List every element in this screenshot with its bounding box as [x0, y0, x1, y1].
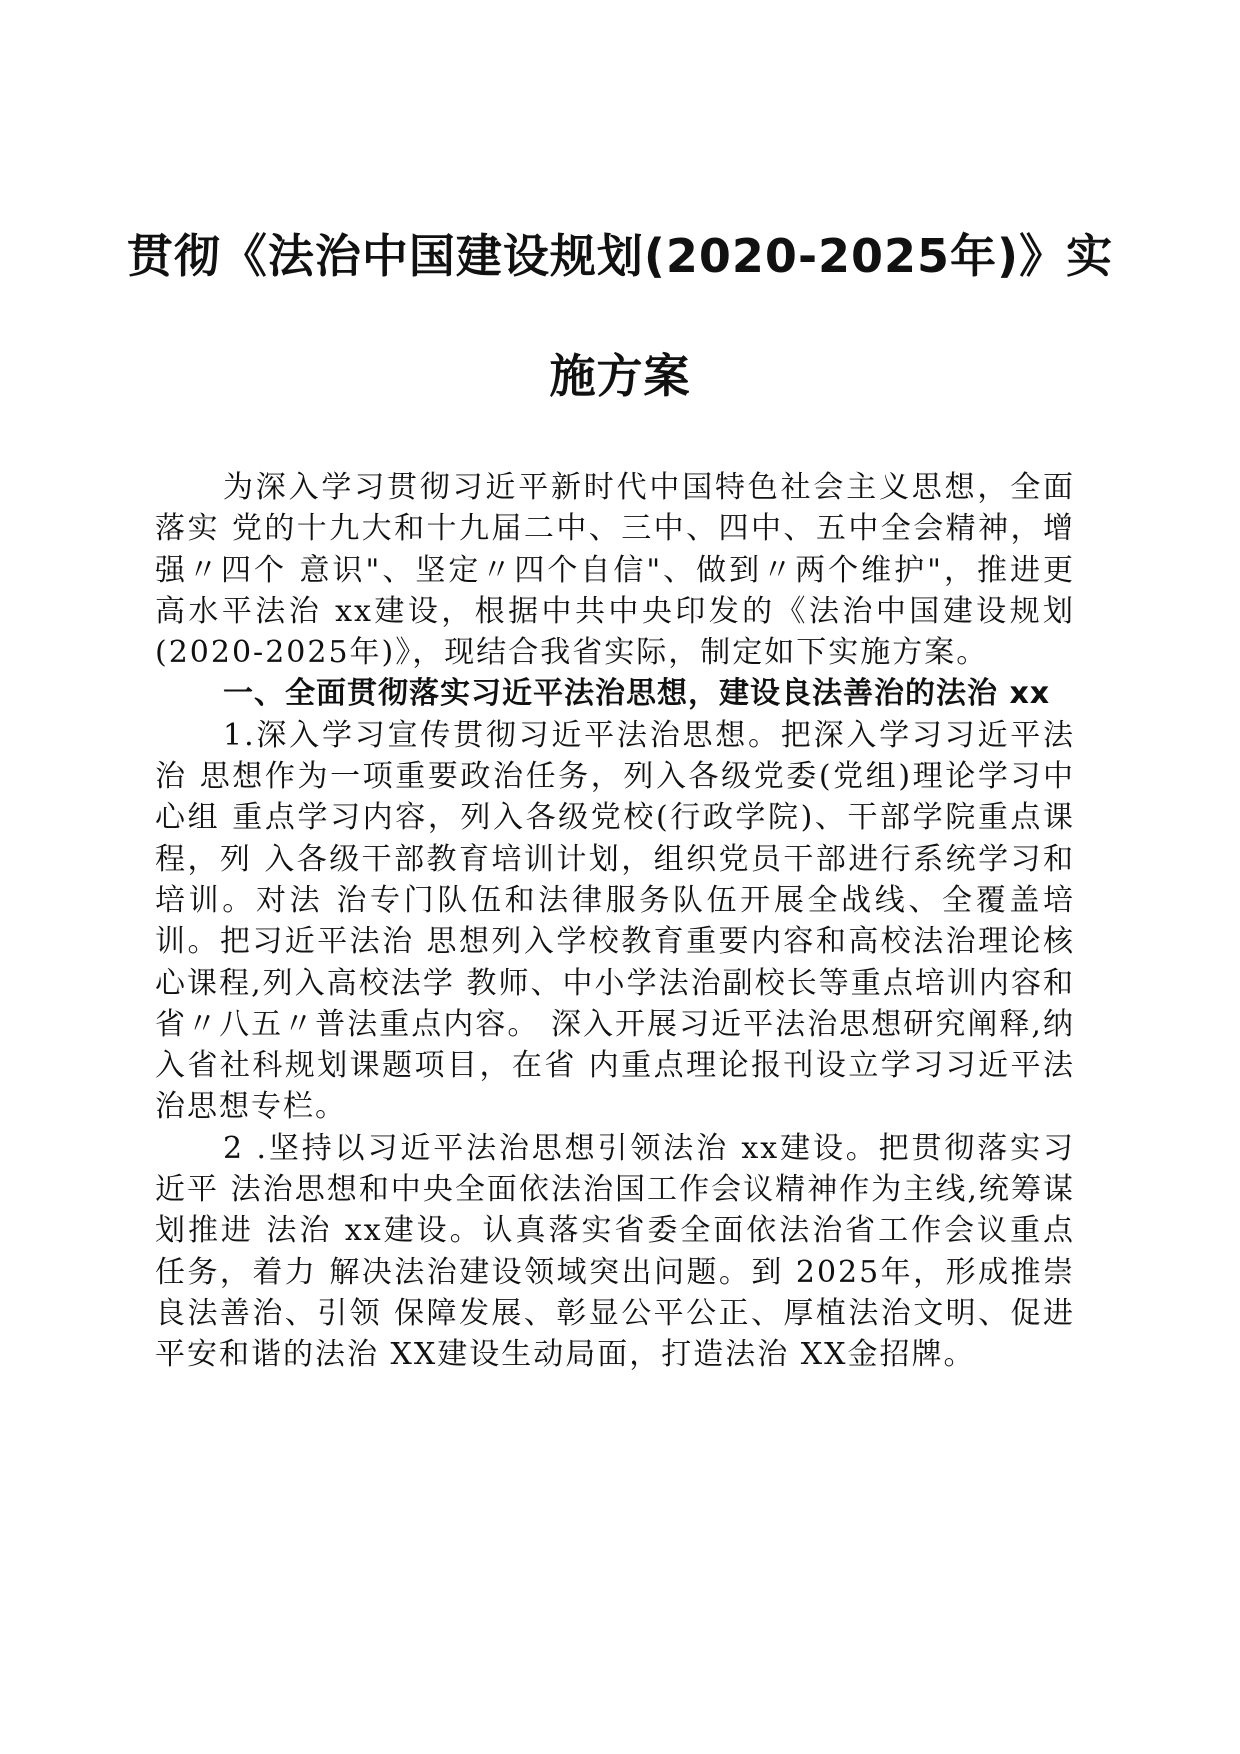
document-title-line-2: 施方案 [549, 349, 691, 403]
item-1-paragraph: 1.深入学习宣传贯彻习近平法治思想。把深入学习习近平法治 思想作为一项重要政治任务，列入各级党委(党组)理论学习中心组 重点学习内容，列入各级党校(行政学院)、干部学院重点课程，列 入各级干部教育培训计划，组织党员干部进行系统学习和培训。对法 治专门队伍和法律服务队伍开展全战线、全覆盖培训。把习近平法治 思想列入学校教育重要内容和高校法治理论核心课程,列入高校法学 教师、中小学法治副校长等重点培训内容和省〃八五〃普法重点内容。 深入开展习近平法治思想研究阐释,纳入省社科规划课题项目，在省 内重点理论报刊设立学习习近平法治思想专栏。 [155, 717, 1075, 1125]
section-1-heading: 一、全面贯彻落实习近平法治思想，建设良法善治的法治 xx [223, 676, 1051, 712]
intro-paragraph: 为深入学习贯彻习近平新时代中国特色社会主义思想，全面落实 党的十九大和十九届二中、三中、四中、五中全会精神，增强〃四个 意识"、坚定〃四个自信"、做到〃两个维护"，推进更高水平法治 xx建设，根据中共中央印发的《法治中国建设规划(2020-2025年)》，现结合我省实际，制定如下实施方案。 [155, 470, 1075, 671]
document-body [155, 467, 1075, 1376]
item-2-paragraph: 2 .坚持以习近平法治思想引领法治 xx建设。把贯彻落实习近平 法治思想和中央全面依法治国工作会议精神作为主线,统筹谋划推进 法治 xx建设。认真落实省委全面依法治省工作会议重点任务，着力 解决法治建设领域突出问题。到 2025年，形成推崇良法善治、引领 保障发展、彰显公平公正、厚植法治文明、促进平安和谐的法治 XX建设生动局面，打造法治 XX金招牌。 [155, 1130, 1075, 1373]
document-title-line-1: 贯彻《法治中国建设规划(2020-2025年)》实 [126, 229, 1114, 283]
